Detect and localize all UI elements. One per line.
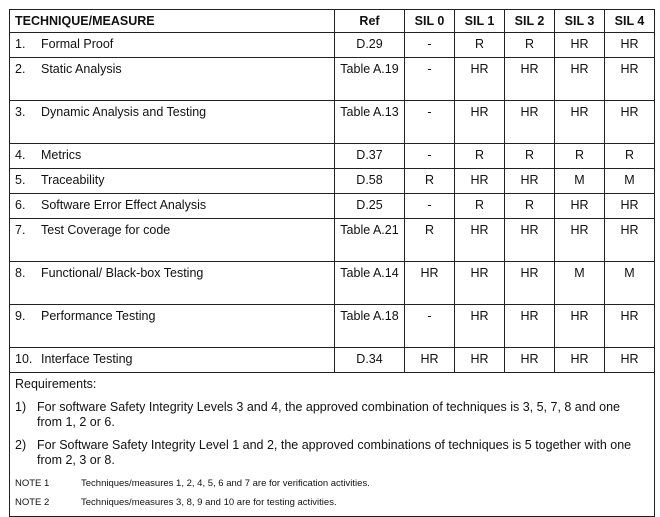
sil-4-cell: M — [605, 262, 655, 305]
sil-2-cell: HR — [505, 219, 555, 262]
technique-number: 3. — [15, 105, 26, 119]
sil-0-cell: - — [405, 33, 455, 58]
technique-number: 7. — [15, 223, 26, 237]
header-sil-4: SIL 4 — [605, 10, 655, 33]
table-row — [10, 144, 655, 169]
technique-cell — [10, 305, 335, 348]
sil-1-cell: HR — [455, 305, 505, 348]
requirement-item — [15, 438, 648, 468]
technique-name: Functional/ Black-box Testing — [41, 266, 204, 280]
sil-0-cell: - — [405, 144, 455, 169]
sil-3-cell: HR — [555, 101, 605, 144]
note-label: NOTE 2 — [15, 497, 50, 508]
sil-2-cell: R — [505, 144, 555, 169]
table-row — [10, 101, 655, 144]
sil-1-cell: HR — [455, 101, 505, 144]
technique-number: 6. — [15, 198, 26, 212]
table-row — [10, 348, 655, 373]
technique-name: Test Coverage for code — [41, 223, 171, 237]
ref-cell: D.25 — [335, 194, 405, 219]
technique-cell — [10, 101, 335, 144]
technique-cell — [10, 262, 335, 305]
sil-4-cell: HR — [605, 194, 655, 219]
requirement-number: 1) — [15, 400, 27, 414]
technique-cell — [10, 194, 335, 219]
sil-3-cell: HR — [555, 305, 605, 348]
technique-number: 9. — [15, 309, 26, 323]
technique-name: Performance Testing — [41, 309, 156, 323]
table-row — [10, 194, 655, 219]
technique-number: 1. — [15, 37, 26, 51]
sil-0-cell: HR — [405, 348, 455, 373]
techniques-table — [9, 9, 655, 517]
note-text: Techniques/measures 3, 8, 9 and 10 are for testing activities. — [81, 497, 337, 508]
sil-2-cell: HR — [505, 305, 555, 348]
technique-number: 4. — [15, 148, 26, 162]
sil-3-cell: HR — [555, 58, 605, 101]
ref-cell: D.58 — [335, 169, 405, 194]
sil-0-cell: R — [405, 219, 455, 262]
technique-name: Software Error Effect Analysis — [41, 198, 207, 212]
sil-2-cell: HR — [505, 58, 555, 101]
sil-4-cell: HR — [605, 33, 655, 58]
note-text: Techniques/measures 1, 2, 4, 5, 6 and 7 are for verification activities. — [81, 478, 370, 489]
sil-4-cell: HR — [605, 219, 655, 262]
sil-0-cell: - — [405, 58, 455, 101]
header-ref: Ref — [335, 10, 405, 33]
technique-number: 2. — [15, 62, 26, 76]
table-row — [10, 305, 655, 348]
sil-0-cell: - — [405, 305, 455, 348]
sil-3-cell: M — [555, 169, 605, 194]
header-sil-3: SIL 3 — [555, 10, 605, 33]
header-sil-1: SIL 1 — [455, 10, 505, 33]
header-sil-2: SIL 2 — [505, 10, 555, 33]
sil-3-cell: M — [555, 262, 605, 305]
technique-name: Metrics — [41, 148, 82, 162]
ref-cell: Table A.14 — [335, 262, 405, 305]
ref-cell: Table A.18 — [335, 305, 405, 348]
technique-number: 5. — [15, 173, 26, 187]
header-technique: TECHNIQUE/MEASURE — [10, 10, 335, 33]
sil-1-cell: R — [455, 144, 505, 169]
sil-4-cell: HR — [605, 348, 655, 373]
sil-1-cell: HR — [455, 58, 505, 101]
sil-1-cell: HR — [455, 169, 505, 194]
technique-name: Traceability — [41, 173, 105, 187]
sil-2-cell: HR — [505, 101, 555, 144]
sil-2-cell: HR — [505, 262, 555, 305]
sil-1-cell: R — [455, 33, 505, 58]
header-row — [10, 10, 655, 33]
ref-cell: Table A.19 — [335, 58, 405, 101]
table-row — [10, 262, 655, 305]
requirements-heading: Requirements: — [15, 377, 97, 391]
ref-cell: D.37 — [335, 144, 405, 169]
technique-cell — [10, 219, 335, 262]
sil-4-cell: HR — [605, 101, 655, 144]
sil-1-cell: HR — [455, 348, 505, 373]
sil-0-cell: - — [405, 194, 455, 219]
sil-1-cell: R — [455, 194, 505, 219]
sil-0-cell: HR — [405, 262, 455, 305]
header-sil-0: SIL 0 — [405, 10, 455, 33]
technique-number: 8. — [15, 266, 26, 280]
technique-cell — [10, 58, 335, 101]
technique-cell — [10, 33, 335, 58]
sil-3-cell: R — [555, 144, 605, 169]
note-label: NOTE 1 — [15, 478, 50, 489]
sil-2-cell: R — [505, 33, 555, 58]
note-item — [15, 495, 648, 510]
sil-4-cell: M — [605, 169, 655, 194]
sil-1-cell: HR — [455, 262, 505, 305]
technique-cell — [10, 169, 335, 194]
sil-4-cell: R — [605, 144, 655, 169]
ref-cell: D.34 — [335, 348, 405, 373]
technique-name: Static Analysis — [41, 62, 122, 76]
ref-cell: Table A.13 — [335, 101, 405, 144]
sil-4-cell: HR — [605, 58, 655, 101]
sil-4-cell: HR — [605, 305, 655, 348]
technique-name: Interface Testing — [41, 352, 133, 366]
sil-0-cell: R — [405, 169, 455, 194]
sil-2-cell: HR — [505, 348, 555, 373]
table-row — [10, 219, 655, 262]
table-row — [10, 33, 655, 58]
table-row — [10, 58, 655, 101]
sil-3-cell: HR — [555, 348, 605, 373]
sil-3-cell: HR — [555, 219, 605, 262]
table-row — [10, 169, 655, 194]
sil-2-cell: R — [505, 194, 555, 219]
note-item — [15, 476, 648, 491]
requirement-text: For software Safety Integrity Levels 3 and 4, the approved combination of techniques is 3, 5, 7, 8 and one from 1, 2 or 6. — [37, 400, 620, 429]
requirements-row — [10, 373, 655, 517]
sil-1-cell: HR — [455, 219, 505, 262]
requirements-cell — [10, 373, 655, 517]
sil-0-cell: - — [405, 101, 455, 144]
requirement-text: For Software Safety Integrity Level 1 and 2, the approved combinations of techniques is 5 together with one from 2, 3 or 8. — [37, 438, 632, 467]
technique-cell — [10, 348, 335, 373]
sil-2-cell: HR — [505, 169, 555, 194]
technique-number: 10. — [15, 352, 33, 366]
sil-3-cell: HR — [555, 33, 605, 58]
technique-name: Dynamic Analysis and Testing — [41, 105, 207, 119]
ref-cell: D.29 — [335, 33, 405, 58]
requirement-number: 2) — [15, 438, 27, 452]
requirement-item — [15, 400, 648, 430]
technique-name: Formal Proof — [41, 37, 114, 51]
sil-3-cell: HR — [555, 194, 605, 219]
table-body — [10, 33, 655, 373]
ref-cell: Table A.21 — [335, 219, 405, 262]
technique-cell — [10, 144, 335, 169]
